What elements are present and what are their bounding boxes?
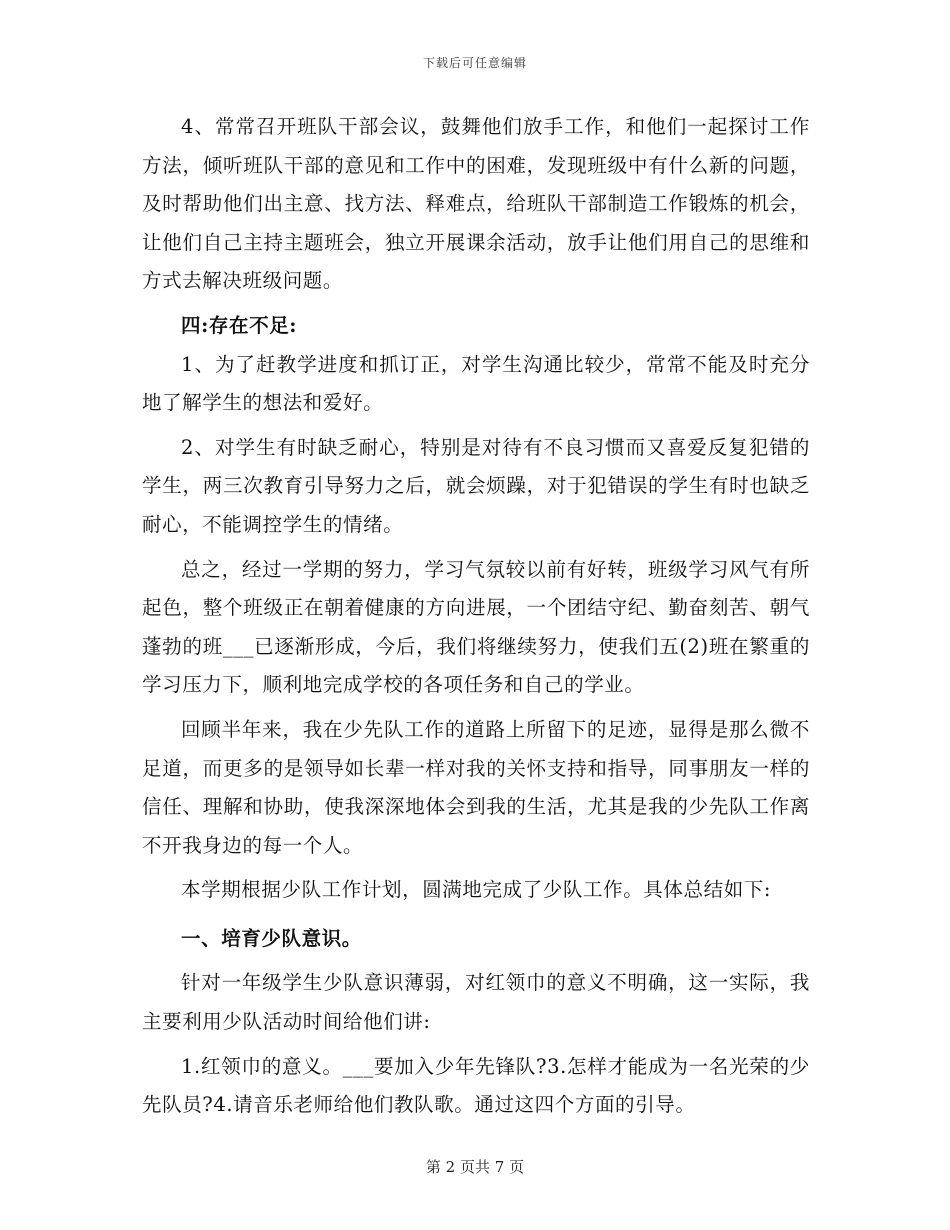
section-heading-shortcomings: 四:存在不足: (181, 313, 298, 337)
paragraph-review: 回顾半年来，我在少先队工作的道路上所留下的足迹，显得是那么微不足道，而更多的是领导如长辈一样对我的关怀支持和指导，同事朋友一样的信任、理解和协助，使我深深地体会到我的生活，尤其是我的少先队工作离不开我身边的每一个人。 (142, 717, 810, 857)
paragraph-first-grade: 针对一年级学生少队意识薄弱，对红领巾的意义不明确，这一实际，我主要利用少队活动时间给他们讲: (142, 971, 810, 1034)
paragraph-semester-plan: 本学期根据少队工作计划，圆满地完成了少队工作。具体总结如下: (181, 878, 772, 902)
paragraph-class-cadre-meetings: 4、常常召开班队干部会议，鼓舞他们放手工作，和他们一起探讨工作方法，倾听班队干部的意见和工作中的困难，发现班级中有什么新的问题，及时帮助他们出主意、找方法、释难点，给班队干部制造工作锻炼的机会，让他们自己主持主题班会，独立开展课余活动，放手让他们用自己的思维和方式去解决班级问题。 (142, 115, 810, 293)
section-heading-awareness: 一、培育少队意识。 (181, 926, 362, 950)
paragraph-summary: 总之，经过一学期的努力，学习气氛较以前有好转，班级学习风气有所起色，整个班级正在朝着健康的方向进展，一个团结守纪、勤奋刻苦、朝气蓬勃的班___已逐渐形成，今后，我们将继续努力，使我们五(2)班在繁重的学习压力下，顺利地完成学校的各项任务和自己的学业。 (142, 557, 810, 697)
page-number-footer: 第 2 页共 7 页 (425, 1158, 525, 1176)
paragraph-shortcoming-1: 1、为了赶教学进度和抓订正，对学生沟通比较少，常常不能及时充分地了解学生的想法和爱好。 (142, 352, 810, 415)
paragraph-shortcoming-2: 2、对学生有时缺乏耐心，特别是对待有不良习惯而又喜爱反复犯错的学生，两三次教育引导努力之后，就会烦躁，对于犯错误的学生有时也缺乏耐心，不能调控学生的情绪。 (142, 435, 810, 536)
paragraph-red-scarf-list: 1.红领巾的意义。___要加入少年先锋队?3.怎样才能成为一名光荣的少先队员?4.请音乐老师给他们教队歌。通过这四个方面的引导。 (142, 1054, 810, 1117)
document-body (142, 108, 810, 1125)
page-header: 下载后可任意编辑 (422, 56, 527, 70)
